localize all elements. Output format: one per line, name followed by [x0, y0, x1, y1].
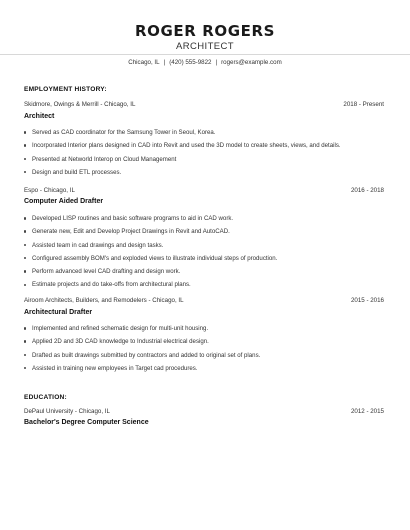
- candidate-title: ARCHITECT: [176, 41, 234, 52]
- job-employer: Skidmore, Owings & Merrill - Chicago, IL: [24, 101, 136, 108]
- job-dates: 2018 - Present: [343, 101, 384, 108]
- list-item: Design and build ETL processes.: [24, 168, 384, 181]
- job-employer: Espo - Chicago, IL: [24, 187, 75, 194]
- contact-line: [0, 59, 410, 66]
- contact-location: Chicago, IL: [128, 59, 160, 66]
- job-bullet-list: [24, 214, 384, 294]
- list-item: Implemented and refined schematic design for multi-unit housing.: [24, 324, 384, 337]
- employment-history-heading: EMPLOYMENT HISTORY:: [24, 86, 107, 93]
- job-dates: 2015 - 2016: [350, 297, 384, 304]
- job-bullet-list: [24, 128, 384, 181]
- list-item: Developed LISP routines and basic software programs to aid in CAD work.: [24, 214, 384, 227]
- contact-separator: |: [163, 59, 166, 66]
- job-role: Architectural Drafter: [24, 309, 93, 316]
- job-dates: 2016 - 2018: [350, 187, 384, 194]
- list-item: Presented at Networld Interop on Cloud Management: [24, 155, 384, 168]
- list-item: Incorporated Interior plans designed in CAD into Revit and used the 3D model to create sheets, views, and details.: [24, 141, 384, 154]
- list-item: Perform advanced level CAD drafting and design work.: [24, 267, 384, 280]
- list-item: Estimate projects and do take-offs from architectural plans.: [24, 280, 384, 293]
- list-item: Generate new, Edit and Develop Project Drawings in Revit and AutoCAD.: [24, 227, 384, 240]
- list-item: Assisted in training new employees in Target cad procedures.: [24, 364, 384, 377]
- education-degree: Bachelor's Degree Computer Science: [24, 419, 149, 426]
- list-item: Drafted as built drawings submitted by contractors and added to original set of plans.: [24, 351, 384, 364]
- job-employer: Airoom Architects, Builders, and Remodelers - Chicago, IL: [24, 297, 184, 304]
- job-role: Architect: [24, 113, 55, 120]
- list-item: Applied 2D and 3D CAD knowledge to Industrial electrical design.: [24, 337, 384, 350]
- job-header: [24, 296, 384, 305]
- education-school: DePaul University - Chicago, IL: [24, 408, 110, 415]
- job-header: [24, 100, 384, 109]
- contact-email[interactable]: rogers@example.com: [221, 59, 282, 66]
- contact-separator: |: [215, 59, 218, 66]
- header-divider: [0, 54, 410, 55]
- list-item: Assisted team in cad drawings and design tasks.: [24, 241, 384, 254]
- list-item: Configured assembly BOM's and exploded views to illustrate individual steps of production.: [24, 254, 384, 267]
- list-item: Served as CAD coordinator for the Samsung Tower in Seoul, Korea.: [24, 128, 384, 141]
- contact-phone: (420) 555-9822: [169, 59, 212, 66]
- candidate-name: ROGER ROGERS: [134, 22, 276, 40]
- education-heading: EDUCATION:: [24, 394, 67, 401]
- job-role: Computer Aided Drafter: [24, 198, 104, 205]
- job-header: [24, 186, 384, 195]
- education-header: [24, 407, 384, 416]
- education-dates: 2012 - 2015: [350, 408, 384, 415]
- job-bullet-list: [24, 324, 384, 377]
